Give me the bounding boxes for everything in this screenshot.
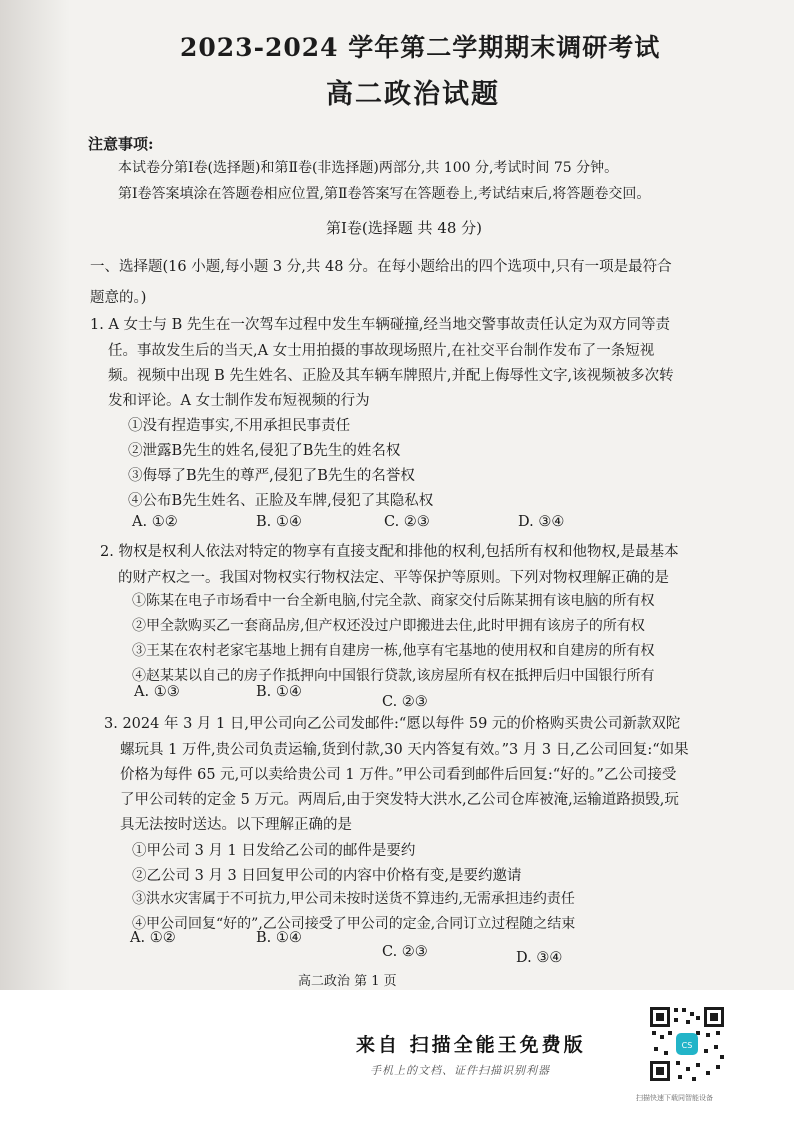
scanner-brand: 来自 扫描全能王免费版 <box>356 1034 586 1056</box>
answer-option-a: A. ①② <box>132 514 178 530</box>
question-stem-line: 螺玩具 1 万件,贵公司负责运输,货到付款,30 天内答复有效。”3 月 3 日,乙公司回复:“如果 <box>120 742 689 758</box>
answer-option-d: D. ③④ <box>516 950 563 966</box>
question-item: ②泄露B先生的姓名,侵犯了B先生的姓名权 <box>128 443 401 459</box>
exam-subtitle: 高二政治试题 <box>326 79 500 110</box>
question-stem-line: 频。视频中出现 B 先生姓名、正脸及其车辆车牌照片,并配上侮辱性文字,该视频被多次转 <box>108 368 674 384</box>
question-item: ④甲公司回复“好的”,乙公司接受了甲公司的定金,合同订立过程随之结束 <box>132 916 576 932</box>
question-stem-line: 1. A 女士与 B 先生在一次驾车过程中发生车辆碰撞,经当地交警事故责任认定为双方同等责 <box>90 317 671 333</box>
question-stem-line: 2. 物权是权利人依法对特定的物享有直接支配和排他的权利,包括所有权和他物权,是最基本 <box>100 544 679 560</box>
question-item: ②甲全款购买乙一套商品房,但产权还没过户即搬进去住,此时甲拥有该房子的所有权 <box>132 618 645 634</box>
scanner-tagline: 手机上的文档、证件扫描识别利器 <box>370 1064 550 1077</box>
answer-option-d: D. ③④ <box>518 514 565 530</box>
question-item: ③王某在农村老家宅基地上拥有自建房一栋,他享有宅基地的使用权和自建房的所有权 <box>132 643 655 659</box>
answer-option-c: C. ②③ <box>384 514 430 530</box>
question-stem-line: 具无法按时送达。以下理解正确的是 <box>120 817 352 833</box>
question-item: ③洪水灾害属于不可抗力,甲公司未按时送货不算违约,无需承担违约责任 <box>132 891 575 907</box>
answer-option-c: C. ②③ <box>382 694 428 710</box>
question-stem-line: 了甲公司转的定金 5 万元。两周后,由于突发特大洪水,乙公司仓库被淹,运输道路损毁,玩 <box>120 792 679 808</box>
exam-title: 2023-2024 学年第二学期期末调研考试 <box>180 33 661 62</box>
page-edge-shadow <box>0 0 70 990</box>
notice-line-1: 本试卷分第Ⅰ卷(选择题)和第Ⅱ卷(非选择题)两部分,共 100 分,考试时间 75 分钟。 <box>118 160 619 176</box>
question-item: ①陈某在电子市场看中一台全新电脑,付完全款、商家交付后陈某拥有该电脑的所有权 <box>132 593 655 609</box>
question-stem-line: 任。事故发生后的当天,A 女士用拍摄的事故现场照片,在社交平台制作发布了一条短视 <box>108 343 655 359</box>
page-footer: 高二政治 第 1 页 <box>298 974 397 989</box>
answer-option-c: C. ②③ <box>382 944 428 960</box>
notice-line-2: 第Ⅰ卷答案填涂在答题卷相应位置,第Ⅱ卷答案写在答题卷上,考试结束后,将答题卷交回。 <box>118 186 651 202</box>
svg-text:CS: CS <box>681 1041 693 1050</box>
answer-option-b: B. ①④ <box>256 514 302 530</box>
question-stem-line: 的财产权之一。我国对物权实行物权法定、平等保护等原则。下列对物权理解正确的是 <box>118 570 669 586</box>
question-item: ④赵某某以自己的房子作抵押向中国银行贷款,该房屋所有权在抵押后归中国银行所有 <box>132 668 655 684</box>
question-stem-line: 价格为每件 65 元,可以卖给贵公司 1 万件。”甲公司看到邮件后回复:“好的。”乙公司接受 <box>120 767 677 783</box>
notice-heading: 注意事项: <box>88 135 154 153</box>
section-heading-line-1: 一、选择题(16 小题,每小题 3 分,共 48 分。在每小题给出的四个选项中,只有一项是最符合 <box>90 259 672 275</box>
answer-option-a: A. ①③ <box>134 684 180 700</box>
question-stem-line: 3. 2024 年 3 月 1 日,甲公司向乙公司发邮件:“愿以每件 59 元的价格购买贵公司新款双陀 <box>104 716 681 732</box>
question-item: ④公布B先生姓名、正脸及车牌,侵犯了其隐私权 <box>128 493 434 509</box>
part1-heading: 第Ⅰ卷(选择题 共 48 分) <box>326 219 483 237</box>
answer-option-a: A. ①② <box>130 930 176 946</box>
section-heading-line-2: 题意的。) <box>90 290 147 306</box>
question-item: ①没有捏造事实,不用承担民事责任 <box>128 418 351 434</box>
question-item: ③侮辱了B先生的尊严,侵犯了B先生的名誉权 <box>128 468 415 484</box>
question-item: ②乙公司 3 月 3 日回复甲公司的内容中价格有变,是要约邀请 <box>132 868 522 884</box>
qr-caption: 扫描快速下载同智能设备 <box>636 1094 713 1102</box>
qr-code-icon[interactable] <box>648 1005 726 1083</box>
answer-option-b: B. ①④ <box>256 930 302 946</box>
question-stem-line: 发和评论。A 女士制作发布短视频的行为 <box>108 393 370 409</box>
answer-option-b: B. ①④ <box>256 684 302 700</box>
question-item: ①甲公司 3 月 1 日发给乙公司的邮件是要约 <box>132 843 416 859</box>
